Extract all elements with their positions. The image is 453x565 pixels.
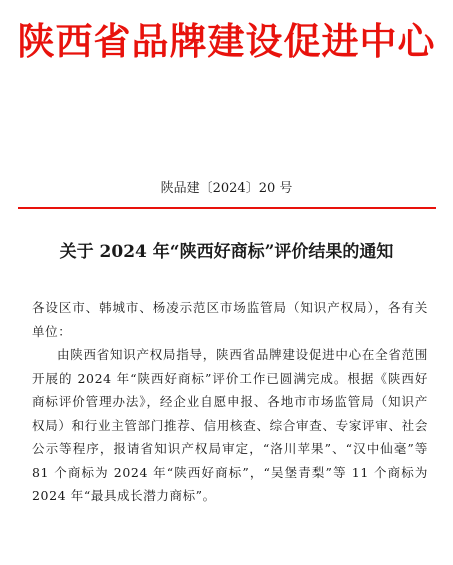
body-paragraph: 由陕西省知识产权局指导，陕西省品牌建设促进中心在全省范围开展的 2024 年“陕西好商标”评价工作已圆满完成。根据《陕西好商标评价管理办法》，经企业自愿申报、各地市市场监管局（知识产权局）和行业主管部门推荐、信用核查、综合审查、专家评审、社会公示等程序，报请省知识产权局审定，“洛川苹果”、“汉中仙毫”等 81 个商标为 2024 年“陕西好商标”，“吴堡青梨”等 11 个商标为 2024 年“最具成长潜力商标”。 (32, 347, 428, 503)
doc-number: 陕品建〔2024〕20 号 (160, 181, 293, 196)
org-header: 陕西省品牌建设促进中心 (17, 19, 436, 63)
doc-title: 关于 2024 年“陕西好商标”评价结果的通知 (59, 242, 394, 262)
document-body (32, 296, 428, 508)
red-divider (18, 207, 436, 209)
salutation: 各设区市、韩城市、杨凌示范区市场监管局（知识产权局），各有关单位： (32, 300, 428, 339)
